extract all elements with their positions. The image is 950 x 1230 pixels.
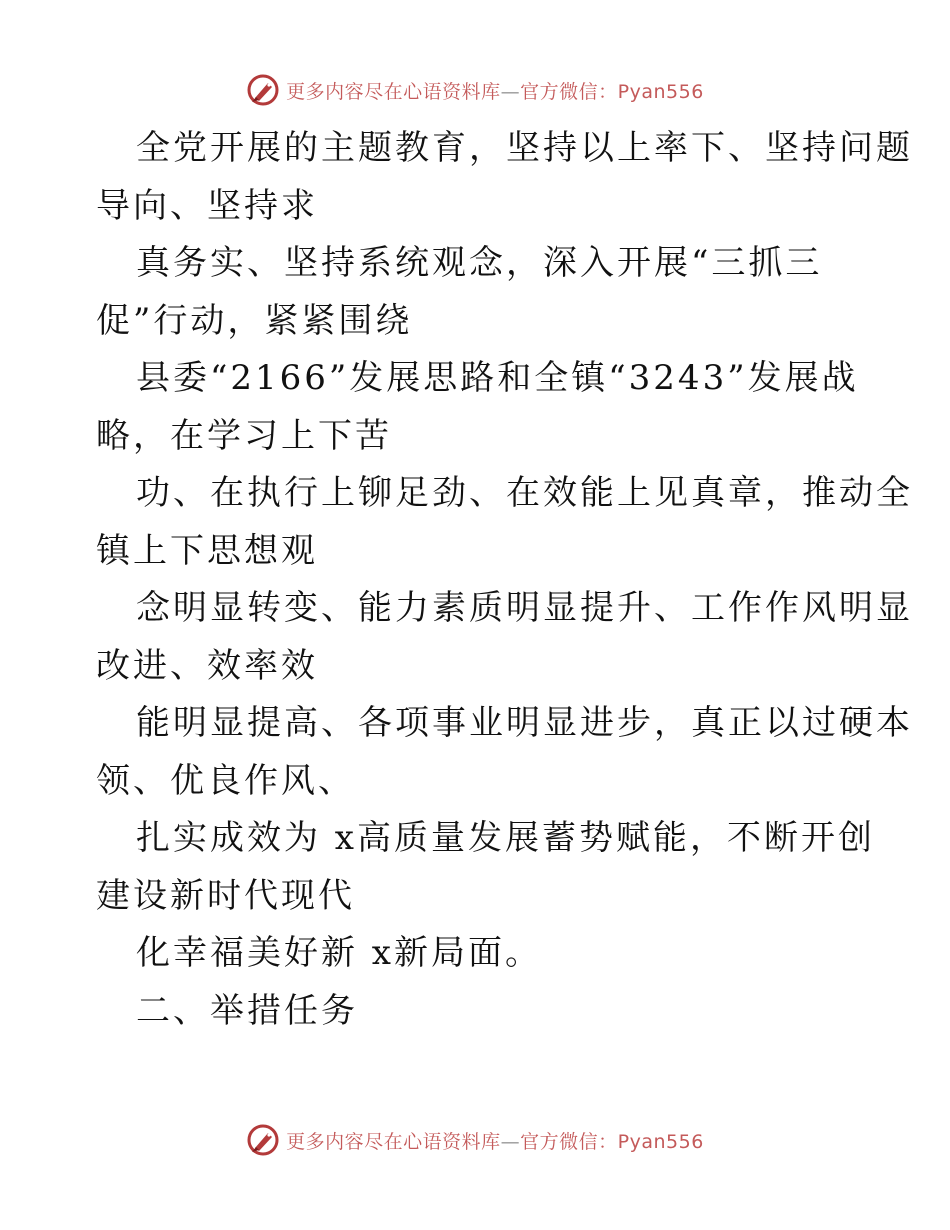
body-text-line: 导向、坚持求 <box>96 185 318 226</box>
watermark-suffix: 官方微信：Pyan556 <box>520 1130 704 1153</box>
body-text-line: 略，在学习上下苦 <box>96 415 392 456</box>
body-text-line: 领、优良作风、 <box>96 760 355 801</box>
footer-watermark <box>0 1120 950 1160</box>
watermark-separator: — <box>500 1130 521 1153</box>
body-text-line: 真务实、坚持系统观念，深入开展“三抓三 <box>136 243 823 283</box>
watermark-prefix: 更多内容尽在心语资料库 <box>286 80 501 103</box>
body-text-line: 镇上下思想观 <box>96 530 318 571</box>
body-text-line: 念明显转变、能力素质明显提升、工作作风明显 <box>136 588 913 628</box>
watermark-prefix: 更多内容尽在心语资料库 <box>286 1130 501 1153</box>
body-text-line: 化幸福美好新 x新局面。 <box>136 933 542 973</box>
watermark-separator: — <box>500 80 521 103</box>
body-text-line: 扎实成效为 x高质量发展蓄势赋能，不断开创 <box>136 818 875 858</box>
watermark-inner <box>246 1123 704 1157</box>
body-text-line: 改进、效率效 <box>96 645 318 686</box>
watermark-inner <box>246 73 704 107</box>
pen-nib-logo-icon <box>246 73 280 107</box>
pen-nib-logo-icon <box>246 1123 280 1157</box>
body-text-line: 能明显提高、各项事业明显进步，真正以过硬本 <box>136 703 913 743</box>
body-text-line: 县委“2166”发展思路和全镇“3243”发展战 <box>136 358 859 398</box>
body-text-line: 功、在执行上铆足劲、在效能上见真章，推动全 <box>136 473 913 513</box>
body-text-line: 促”行动，紧紧围绕 <box>96 300 413 341</box>
header-watermark <box>0 70 950 110</box>
watermark-suffix: 官方微信：Pyan556 <box>520 80 704 103</box>
body-text-line: 二、举措任务 <box>136 990 358 1031</box>
body-text-line: 全党开展的主题教育，坚持以上率下、坚持问题 <box>136 128 913 168</box>
watermark-text <box>286 1127 704 1154</box>
watermark-text <box>286 77 704 104</box>
document-body <box>96 120 913 1040</box>
body-text-line: 建设新时代现代 <box>96 875 355 916</box>
